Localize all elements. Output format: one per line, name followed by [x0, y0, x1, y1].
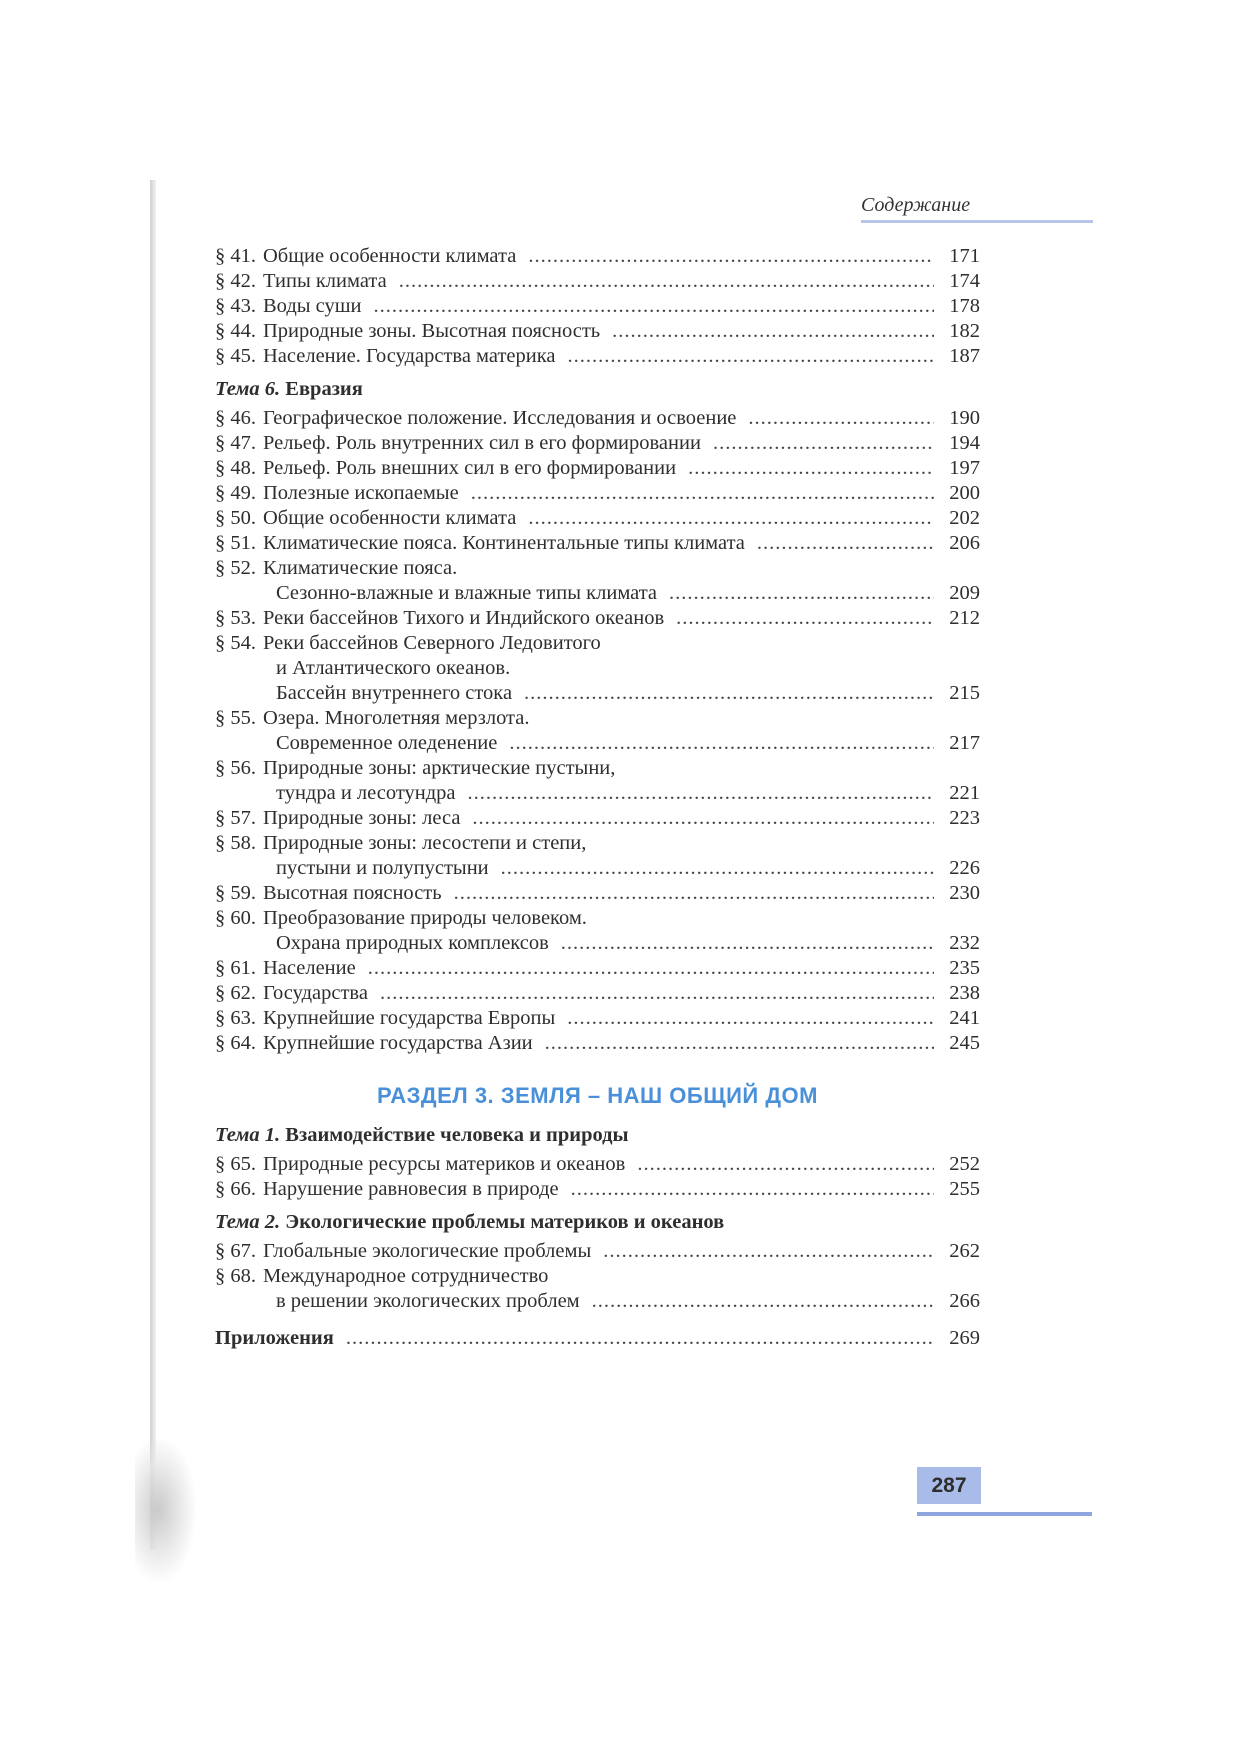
dot-leader	[346, 1326, 934, 1351]
dot-leader	[637, 1152, 934, 1177]
toc-entry-text: Преобразование природы человеком.	[263, 907, 587, 929]
toc-entry-text: Реки бассейнов Северного Ледовитого	[263, 632, 601, 654]
paragraph-number: § 53.	[215, 607, 256, 629]
dot-leader	[669, 581, 934, 606]
paragraph-number: § 52.	[215, 557, 256, 579]
toc-page-number: 221	[949, 782, 980, 804]
paragraph-number: § 64.	[215, 1032, 256, 1054]
toc-page-number: 200	[949, 482, 980, 504]
toc-entry-text: пустыни и полупустыни	[276, 857, 489, 879]
dot-leader	[567, 1006, 934, 1031]
toc-entry[interactable]	[215, 1006, 980, 1031]
dot-leader	[468, 781, 934, 806]
toc-entry-text: Крупнейшие государства Европы	[263, 1007, 556, 1029]
toc-entry	[215, 831, 980, 856]
toc-entry[interactable]	[215, 956, 980, 981]
toc-entry[interactable]	[215, 806, 980, 831]
toc-entry-text: Рельеф. Роль внутренних сил в его формировании	[263, 432, 701, 454]
toc-entry-text: Современное оледенение	[276, 732, 498, 754]
paragraph-number: § 46.	[215, 407, 256, 429]
toc-entry-text: Географическое положение. Исследования и освоение	[263, 407, 737, 429]
paragraph-number: § 49.	[215, 482, 256, 504]
toc-entry[interactable]	[215, 269, 980, 294]
toc-entry[interactable]	[215, 981, 980, 1006]
toc-entry	[215, 1264, 980, 1289]
toc-page-number: 182	[949, 320, 980, 342]
toc-entry[interactable]	[215, 456, 980, 481]
paragraph-number: § 56.	[215, 757, 256, 779]
toc-page-number: 232	[949, 932, 980, 954]
toc-block-2	[215, 406, 980, 1056]
toc-entry-text: в решении экологических проблем	[276, 1290, 580, 1312]
toc-entry[interactable]	[215, 244, 980, 269]
paragraph-number: § 60.	[215, 907, 256, 929]
paragraph-number: § 68.	[215, 1265, 256, 1287]
toc-page-number: 269	[949, 1327, 980, 1349]
toc-entry-text: Охрана природных комплексов	[276, 932, 549, 954]
toc-entry[interactable]	[215, 506, 980, 531]
topic-title: Экологические проблемы материков и океанов	[285, 1211, 725, 1233]
toc-entry	[215, 631, 980, 656]
toc-page-number: 190	[949, 407, 980, 429]
dot-leader	[524, 681, 934, 706]
page-binding-edge	[150, 180, 156, 1550]
dot-leader	[688, 456, 934, 481]
toc-page-number: 212	[949, 607, 980, 629]
dot-leader	[472, 806, 934, 831]
dot-leader	[612, 319, 934, 344]
toc-entry-text: Население. Государства материка	[263, 345, 556, 367]
toc-entry[interactable]	[215, 1239, 980, 1264]
toc-page-number: 171	[949, 245, 980, 267]
toc-page-number: 206	[949, 532, 980, 554]
toc-entry-text: Общие особенности климата	[263, 507, 517, 529]
dot-leader	[748, 406, 934, 431]
toc-entry-continuation[interactable]	[215, 856, 980, 881]
paragraph-number: § 50.	[215, 507, 256, 529]
dot-leader	[592, 1289, 934, 1314]
paragraph-number: § 66.	[215, 1178, 256, 1200]
dot-leader	[528, 506, 934, 531]
toc-page-number: 245	[949, 1032, 980, 1054]
topic-label: Тема 6.	[215, 378, 281, 400]
dot-leader	[374, 294, 935, 319]
toc-entry-text: тундра и лесотундра	[276, 782, 456, 804]
topic-heading-6	[215, 372, 980, 406]
toc-entry-continuation[interactable]	[215, 681, 980, 706]
dot-leader	[561, 931, 934, 956]
toc-page-number: 215	[949, 682, 980, 704]
toc-entry-text: Бассейн внутреннего стока	[276, 682, 513, 704]
paragraph-number: § 67.	[215, 1240, 256, 1262]
toc-page-number: 209	[949, 582, 980, 604]
toc-entry-text: Природные зоны. Высотная поясность	[263, 320, 601, 342]
toc-entry-text: Природные зоны: леса	[263, 807, 461, 829]
toc-entry	[215, 906, 980, 931]
dot-leader	[380, 981, 934, 1006]
toc-page-number: 187	[949, 345, 980, 367]
toc-entry[interactable]	[215, 1031, 980, 1056]
toc-page-number: 217	[949, 732, 980, 754]
toc-entry-text: Реки бассейнов Тихого и Индийского океанов	[263, 607, 665, 629]
paragraph-number: § 65.	[215, 1153, 256, 1175]
toc-block-1	[215, 244, 980, 369]
toc-entry-text: Сезонно-влажные и влажные типы климата	[276, 582, 658, 604]
toc-entry-text: Крупнейшие государства Азии	[263, 1032, 533, 1054]
toc-entry-continuation	[215, 656, 980, 681]
toc-entry-text: Озера. Многолетняя мерзлота.	[263, 707, 530, 729]
toc-entry-text: Приложения	[215, 1327, 334, 1349]
toc-page-number: 262	[949, 1240, 980, 1262]
toc-page-number: 238	[949, 982, 980, 1004]
toc-entry[interactable]	[215, 431, 980, 456]
paragraph-number: § 63.	[215, 1007, 256, 1029]
toc-page-number: 266	[949, 1290, 980, 1312]
dot-leader	[368, 956, 934, 981]
toc-entry-text: Полезные ископаемые	[263, 482, 459, 504]
toc-entry-text: Международное сотрудничество	[263, 1265, 549, 1287]
toc-entry[interactable]	[215, 319, 980, 344]
topic-heading-1	[215, 1118, 980, 1152]
toc-page-number: 235	[949, 957, 980, 979]
toc-entry-text: Природные зоны: лесостепи и степи,	[263, 832, 587, 854]
toc-entry-text: Природные зоны: арктические пустыни,	[263, 757, 616, 779]
paragraph-number: § 51.	[215, 532, 256, 554]
toc-entry-continuation[interactable]	[215, 731, 980, 756]
toc-page-number: 202	[949, 507, 980, 529]
toc-entry	[215, 556, 980, 581]
paragraph-number: § 48.	[215, 457, 256, 479]
toc-page-number: 230	[949, 882, 980, 904]
paragraph-number: § 61.	[215, 957, 256, 979]
toc-entry[interactable]	[215, 406, 980, 431]
paragraph-number: § 58.	[215, 832, 256, 854]
toc-entry-text: Население	[263, 957, 356, 979]
dot-leader	[571, 1177, 934, 1202]
toc-page-number: 241	[949, 1007, 980, 1029]
paragraph-number: § 55.	[215, 707, 256, 729]
section-title: РАЗДЕЛ 3. ЗЕМЛЯ – НАШ ОБЩИЙ ДОМ	[377, 1083, 818, 1108]
toc-page-number: 252	[949, 1153, 980, 1175]
paragraph-number: § 47.	[215, 432, 256, 454]
toc-entry-text: Климатические пояса.	[263, 557, 458, 579]
paragraph-number: § 42.	[215, 270, 256, 292]
toc-entry-text: Климатические пояса. Континентальные типы климата	[263, 532, 745, 554]
toc-block-4	[215, 1239, 980, 1314]
dot-leader	[399, 269, 934, 294]
scan-smudge	[135, 1440, 195, 1580]
toc-entry-text: Воды суши	[263, 295, 362, 317]
dot-leader	[509, 731, 934, 756]
toc-entry-text: Нарушение равновесия в природе	[263, 1178, 559, 1200]
paragraph-number: § 44.	[215, 320, 256, 342]
topic-title: Евразия	[285, 378, 363, 400]
toc-entry-text: Высотная поясность	[263, 882, 442, 904]
toc-entry-text: Природные ресурсы материков и океанов	[263, 1153, 626, 1175]
toc-entry[interactable]	[215, 606, 980, 631]
paragraph-number: § 57.	[215, 807, 256, 829]
toc-entry	[215, 706, 980, 731]
toc-entry-appendix[interactable]	[215, 1326, 980, 1351]
toc-entry[interactable]	[215, 344, 980, 369]
running-header-title: Содержание	[861, 194, 971, 216]
toc-entry[interactable]	[215, 881, 980, 906]
toc-entry-continuation[interactable]	[215, 931, 980, 956]
dot-leader	[603, 1239, 934, 1264]
toc-block-3	[215, 1152, 980, 1202]
toc-entry-text: Глобальные экологические проблемы	[263, 1240, 592, 1262]
toc-page-number: 223	[949, 807, 980, 829]
toc-page-number: 197	[949, 457, 980, 479]
dot-leader	[528, 244, 934, 269]
table-of-contents	[215, 244, 980, 1351]
topic-title: Взаимодействие человека и природы	[285, 1124, 629, 1146]
toc-entry-continuation[interactable]	[215, 581, 980, 606]
paragraph-number: § 62.	[215, 982, 256, 1004]
toc-entry-continuation[interactable]	[215, 781, 980, 806]
topic-label: Тема 2.	[215, 1211, 281, 1233]
toc-entry-text: Государства	[263, 982, 368, 1004]
toc-entry-text: Рельеф. Роль внешних сил в его формировании	[263, 457, 677, 479]
toc-page-number: 194	[949, 432, 980, 454]
toc-page-number: 255	[949, 1178, 980, 1200]
toc-entry-text: Типы климата	[263, 270, 387, 292]
dot-leader	[567, 344, 934, 369]
dot-leader	[676, 606, 934, 631]
toc-entry-text: и Атлантического океанов.	[276, 657, 511, 679]
toc-page-number: 174	[949, 270, 980, 292]
page-number-badge: 287	[917, 1467, 981, 1504]
toc-entry[interactable]	[215, 481, 980, 506]
toc-entry[interactable]	[215, 531, 980, 556]
dot-leader	[471, 481, 934, 506]
dot-leader	[713, 431, 934, 456]
dot-leader	[454, 881, 934, 906]
dot-leader	[501, 856, 934, 881]
toc-entry[interactable]	[215, 294, 980, 319]
toc-entry	[215, 756, 980, 781]
paragraph-number: § 41.	[215, 245, 256, 267]
header-rule	[861, 220, 1093, 223]
footer-rule	[917, 1512, 1092, 1516]
dot-leader	[545, 1031, 934, 1056]
paragraph-number: § 59.	[215, 882, 256, 904]
toc-page-number: 226	[949, 857, 980, 879]
paragraph-number: § 43.	[215, 295, 256, 317]
spacer	[215, 1314, 980, 1326]
toc-entry[interactable]	[215, 1177, 980, 1202]
paragraph-number: § 45.	[215, 345, 256, 367]
paragraph-number: § 54.	[215, 632, 256, 654]
toc-page-number: 178	[949, 295, 980, 317]
toc-entry[interactable]	[215, 1152, 980, 1177]
dot-leader	[757, 531, 934, 556]
toc-entry-continuation[interactable]	[215, 1289, 980, 1314]
toc-entry-text: Общие особенности климата	[263, 245, 517, 267]
topic-label: Тема 1.	[215, 1124, 281, 1146]
topic-heading-2	[215, 1205, 980, 1239]
